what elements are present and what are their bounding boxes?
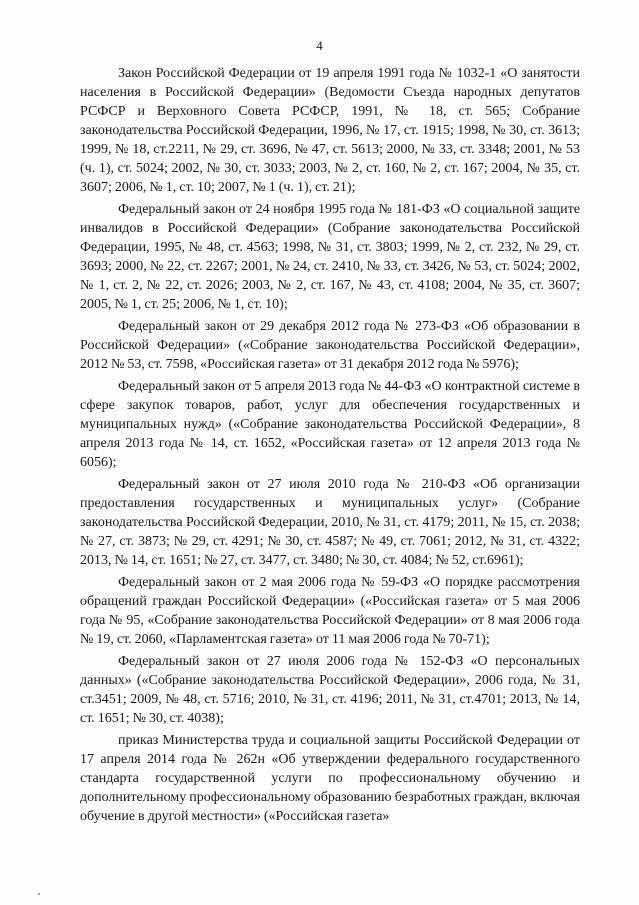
paragraph-employment-law: Закон Российской Федерации от 19 апреля 1991 года № 1032-1 «О занятости населения в Российской Федерации» (Ведомости Съезда народных депутатов РСФСР и Верховного Совета РСФСР, 1991, № 18, ст. 565; Собрание законодательства Российской Федерации, 1996, № 17, ст. 1915; 1998, № 30, ст. 3613; 1999, № 18, ст.2211, № 29, ст. 3696, № 47, ст. 5613; 2000, № 33, ст. 3348; 2001, № 53 (ч. 1), ст. 5024; 2002, № 30, ст. 3033; 2003, № 2, ст. 160, № 2, ст. 167; 2004, № 35, ст. 3607; 2006, № 1, ст. 10; 2007, № 1 (ч. 1), ст. 21); xyxy=(80,66,580,195)
paragraph-public-services-law: Федеральный закон от 27 июля 2010 года № 210-ФЗ «Об организации предоставления государственных и муниципальных услуг» (Собрание законодательства Российской Федерации, 2010, № 31, ст. 4179; 2011, № 15, ст. 2038; № 27, ст. 3873; № 29, ст. 4291; № 30, ст. 4587; № 49, ст. 7061; 2012, № 31, ст. 4322; 2013, № 14, ст. 1651; № 27, ст. 3477, ст. 3480; № 30, ст. 4084; № 52, ст.6961); xyxy=(80,477,580,568)
scan-speck xyxy=(38,893,40,895)
page-number: 4 xyxy=(316,38,323,53)
paragraph-education-law: Федеральный закон от 29 декабря 2012 года № 273-ФЗ «Об образовании в Российской Федерации» («Собрание законодательства Российской Федерации», 2012 № 53, ст. 7598, «Российская газета» от 31 декабря 2012 года № 5976); xyxy=(80,319,580,372)
paragraph-procurement-law: Федеральный закон от 5 апреля 2013 года № 44-ФЗ «О контрактной системе в сфере закупок товаров, работ, услуг для обеспечения государственных и муниципальных нужд» («Собрание законодательства Российской Федерации», 8 апреля 2013 года № 14, ст. 1652, «Российская газета» от 12 апреля 2013 года № 6056); xyxy=(80,379,580,470)
paragraph-citizen-appeals-law: Федеральный закон от 2 мая 2006 года № 59-ФЗ «О порядке рассмотрения обращений граждан Российской Федерации» («Российская газета» от 5 мая 2006 года № 95, «Собрание законодательства Российской Федерации» от 8 мая 2006 года № 19, ст. 2060, «Парламентская газета» от 11 мая 2006 года № 70-71); xyxy=(80,575,580,647)
paragraph-personal-data-law: Федеральный закон от 27 июля 2006 года № 152-ФЗ «О персональных данных» («Собрание законодательства Российской Федерации», 2006 года, № 31, ст.3451; 2009, № 48, ст. 5716; 2010, № 31, ст. 4196; 2011, № 31, ст.4701; 2013, № 14, ст. 1651; № 30, ст. 4038); xyxy=(80,654,580,726)
paragraph-labor-ministry-order: приказ Министерства труда и социальной защиты Российской Федерации от 17 апреля 2014 года № 262н «Об утверждении федерального государственного стандарта государственной услуги по профессиональному обучению и дополнительному профессиональному образованию безработных граждан, включая обучение в другой местности» («Российская газета» xyxy=(80,733,580,824)
document-body xyxy=(80,64,580,826)
paragraph-disabled-protection-law: Федеральный закон от 24 ноября 1995 года № 181-ФЗ «О социальной защите инвалидов в Российской Федерации» (Собрание законодательства Российской Федерации, 1995, № 48, ст. 4563; 1998, № 31, ст. 3803; 1999, № 2, ст. 232, № 29, ст. 3693; 2000, № 22, ст. 2267; 2001, № 24, ст. 2410, № 33, ст. 3426, № 53, ст. 5024; 2002, № 1, ст. 2, № 22, ст. 2026; 2003, № 2, ст. 167, № 43, ст. 4108; 2004, № 35, ст. 3607; 2005, № 1, ст. 25; 2006, № 1, ст. 10); xyxy=(80,202,580,312)
